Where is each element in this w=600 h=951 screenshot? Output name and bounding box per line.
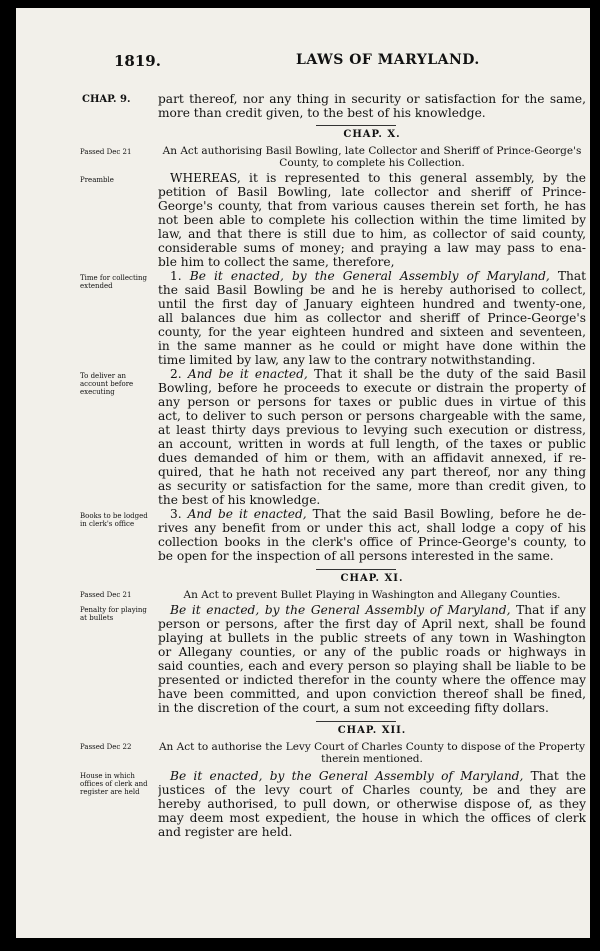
body-line: petition of Basil Bowling, late collector and sheriff of Prince-	[158, 185, 586, 199]
margin-note-passed: Passed Dec 22	[80, 743, 132, 751]
body-line: part thereof, nor any thing in security or satisfaction for the same,	[158, 92, 586, 106]
section-first-line: 2. And be it enacted, That it shall be the duty of the said Basil	[170, 367, 586, 381]
body-line: until the first day of January eighteen hundred and twenty-one,	[158, 297, 586, 311]
chapter-heading: CHAP. X.	[343, 129, 401, 140]
chapter-heading: CHAP. XI.	[340, 573, 404, 584]
margin-note-passed: Passed Dec 21	[80, 591, 132, 599]
body-line: time limited by law, any law to the contrary notwithstanding.	[158, 353, 536, 367]
margin-note: Penalty for playing at bullets	[80, 606, 147, 622]
body-line: rives any benefit from or under this act, shall lodge a copy of his	[158, 521, 586, 535]
margin-note: To deliver an account before executing	[80, 372, 134, 396]
body-line: not been able to complete his collection within the time limited by	[158, 213, 586, 227]
act-title: therein mentioned.	[321, 753, 423, 765]
body-line: playing at bullets in the public streets of any town in Washington	[158, 631, 586, 645]
body-line: dues demanded of him or them, with an affidavit annexed, if re-	[158, 451, 586, 465]
section-first-line: 3. And be it enacted, That the said Basil Bowling, before he de-	[170, 507, 586, 521]
body-line: an account, written in words at full length, of the taxes or public	[158, 437, 586, 451]
margin-note: House in which offices of clerk and register are held	[80, 772, 148, 796]
page-year: 1819.	[114, 52, 161, 70]
section-rule	[316, 569, 396, 570]
margin-note-passed: Passed Dec 21	[80, 148, 132, 156]
act-title: An Act to authorise the Levy Court of Charles County to dispose of the Property	[158, 741, 586, 753]
body-line: county, for the year eighteen hundred and sixteen and seventeen,	[158, 325, 586, 339]
body-line: law, and that there is still due to him, as collector of said county,	[158, 227, 586, 241]
act-title: County, to complete his Collection.	[279, 157, 465, 169]
section-rule	[316, 721, 396, 722]
body-line: may deem most expedient, the house in which the offices of clerk	[158, 811, 586, 825]
body-line: ble him to collect the same, therefore,	[158, 255, 395, 269]
chapter-heading: CHAP. XII.	[337, 725, 407, 736]
body-line: or Allegany counties, or any of the public roads or highways in	[158, 645, 586, 659]
body-line: as security or satisfaction for the same, more than credit given, to	[158, 479, 586, 493]
body-line: person or persons, after the first day of April next, shall be found	[158, 617, 586, 631]
body-line: hereby authorised, to pull down, or otherwise dispose of, as they	[158, 797, 586, 811]
running-head	[96, 52, 590, 72]
body-line: act, to deliver to such person or persons chargeable with the same,	[158, 409, 586, 423]
body-line: quired, that he hath not received any part thereof, nor any thing	[158, 465, 586, 479]
margin-note: Preamble	[80, 176, 114, 184]
body-line: Bowling, before he proceeds to execute or distrain the property of	[158, 381, 586, 395]
section-first-line: 1. Be it enacted, by the General Assembly of Maryland, That	[170, 269, 586, 283]
page-title: LAWS OF MARYLAND.	[296, 52, 480, 68]
section-rule	[316, 125, 396, 126]
margin-note: Time for collecting extended	[80, 274, 148, 290]
body-line: the best of his knowledge.	[158, 493, 321, 507]
body-line: more than credit given, to the best of his knowledge.	[158, 106, 486, 120]
body-line: have been committed, and upon conviction thereof shall be fined,	[158, 687, 586, 701]
body-line: and register are held.	[158, 825, 293, 839]
body-line: WHEREAS, it is represented to this general assembly, by the	[170, 171, 586, 185]
document-page	[16, 8, 590, 938]
body-line: presented or indicted therefor in the county where the offence may	[158, 673, 586, 687]
body-line: all balances due him as collector and sheriff of Prince-George's	[158, 311, 586, 325]
body-line: considerable sums of money; and praying a law may pass to ena-	[158, 241, 586, 255]
body-line: George's county, that from various causes therein set forth, he has	[158, 199, 586, 213]
act-title: An Act authorising Basil Bowling, late Collector and Sheriff of Prince-George's	[162, 145, 582, 157]
body-line: in the discretion of the court, a sum not exceeding fifty dollars.	[158, 701, 549, 715]
body-line: said counties, each and every person so playing shall be liable to be	[158, 659, 586, 673]
body-line: be open for the inspection of all persons interested in the same.	[158, 549, 554, 563]
act-title: An Act to prevent Bullet Playing in Washington and Allegany Counties.	[183, 589, 561, 601]
section-first-line: Be it enacted, by the General Assembly of Maryland, That if any	[170, 603, 586, 617]
body-line: justices of the levy court of Charles county, be and they are	[158, 783, 586, 797]
body-line: any person or persons for taxes or public dues in virtue of this	[158, 395, 586, 409]
body-line: collection books in the clerk's office of Prince-George's county, to	[158, 535, 586, 549]
body-line: at least thirty days previous to levying such execution or distress,	[158, 423, 586, 437]
chapter-marker: CHAP. 9.	[82, 94, 131, 105]
section-first-line: Be it enacted, by the General Assembly of Maryland, That the	[170, 769, 586, 783]
margin-note: Books to be lodged in clerk's office	[80, 512, 148, 528]
body-line: the said Basil Bowling be and he is hereby authorised to collect,	[158, 283, 586, 297]
body-line: in the same manner as he could or might have done within the	[158, 339, 586, 353]
